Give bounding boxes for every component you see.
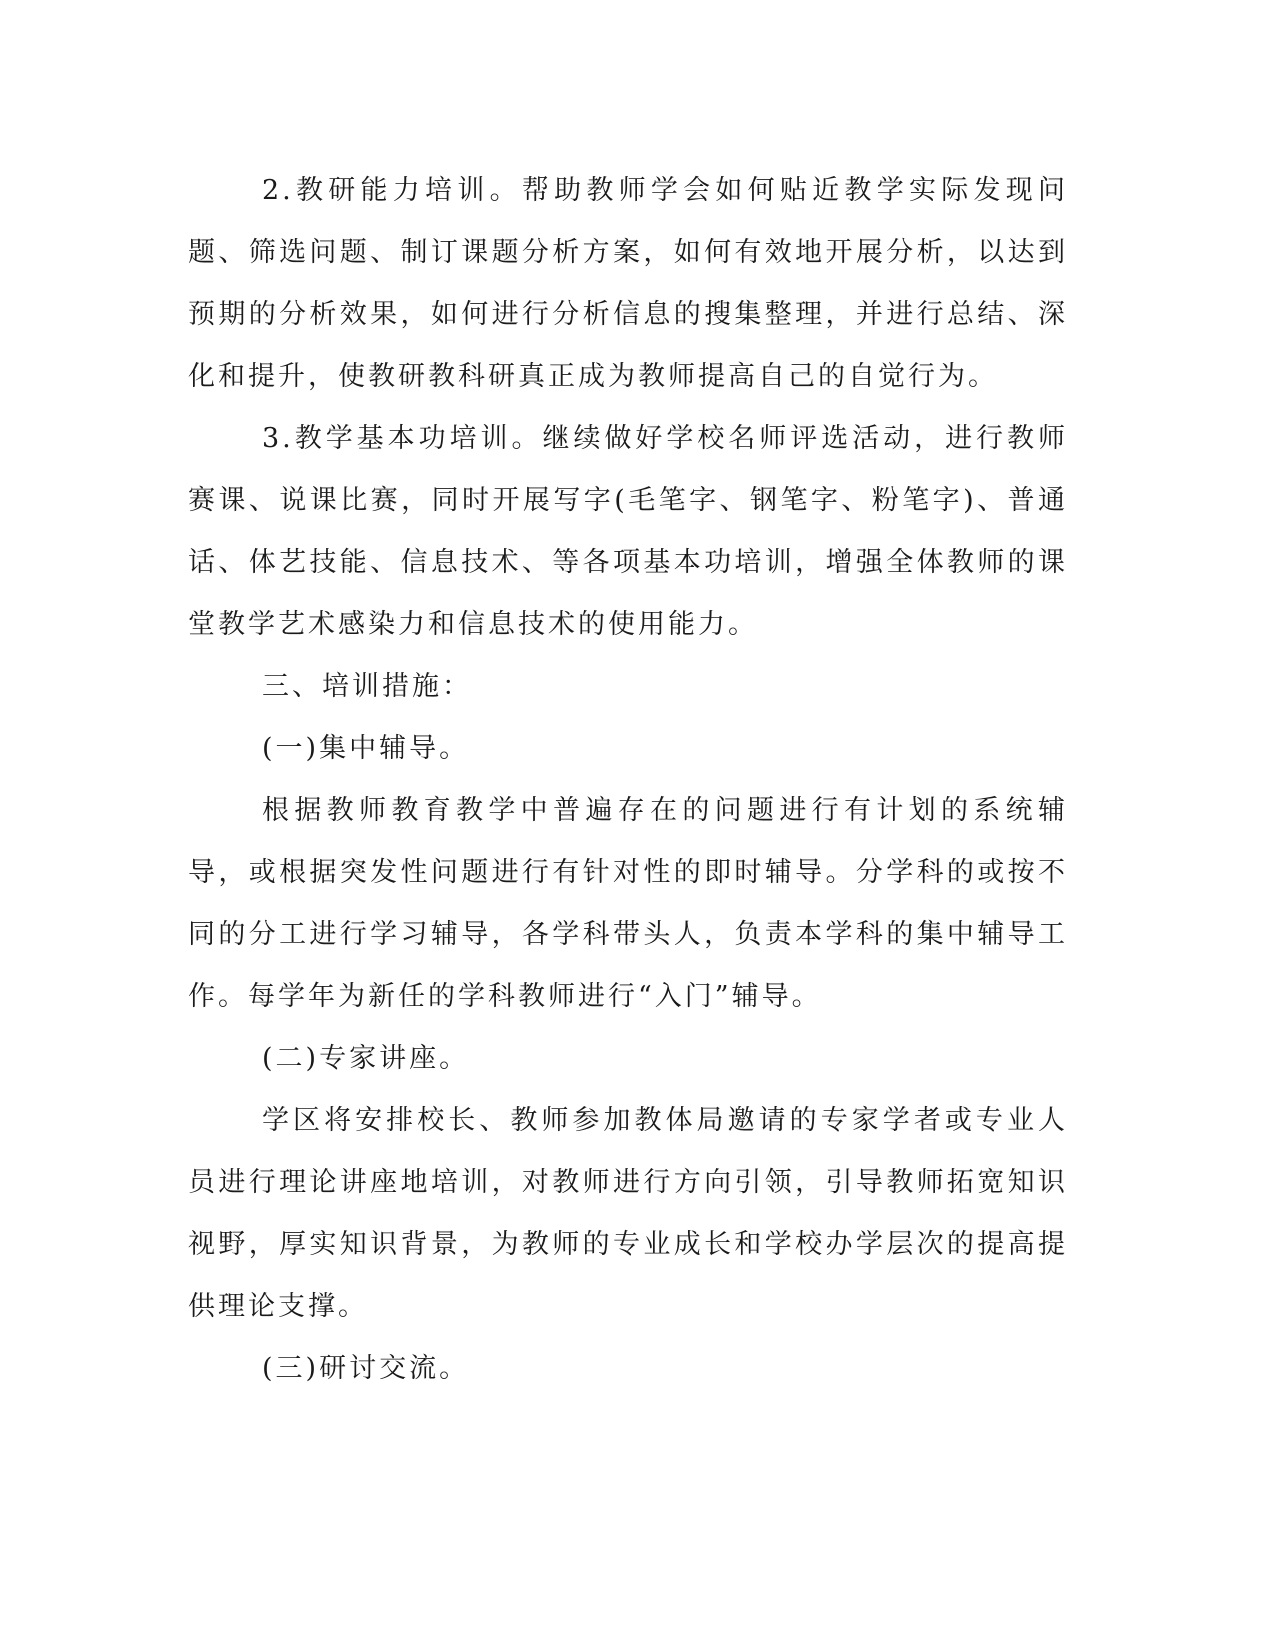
- subheading-centralized-guidance: (一)集中辅导。: [262, 733, 470, 764]
- section-heading-training-measures: 三、培训措施：: [262, 671, 472, 702]
- subheading-expert-lectures: (二)专家讲座。: [262, 1043, 470, 1074]
- paragraph-expert-lectures: 学区将安排校长、教师参加教体局邀请的专家学者或专业人员进行理论讲座地培训，对教师进行方向引领，引导教师拓宽知识视野，厚实知识背景，为教师的专业成长和学校办学层次的提高提供理论支撑。: [188, 1105, 1068, 1322]
- document-body: [188, 160, 1068, 1400]
- paragraph-basic-skills-training: 3.教学基本功培训。继续做好学校名师评选活动，进行教师赛课、说课比赛，同时开展写字(毛笔字、钢笔字、粉笔字)、普通话、体艺技能、信息技术、等各项基本功培训，增强全体教师的课堂教学艺术感染力和信息技术的使用能力。: [188, 423, 1068, 640]
- subheading-seminar-exchange: (三)研讨交流。: [262, 1353, 470, 1384]
- paragraph-research-training: 2.教研能力培训。帮助教师学会如何贴近教学实际发现问题、筛选问题、制订课题分析方案，如何有效地开展分析，以达到预期的分析效果，如何进行分析信息的搜集整理，并进行总结、深化和提升，使教研教科研真正成为教师提高自己的自觉行为。: [188, 175, 1068, 392]
- paragraph-centralized-guidance: 根据教师教育教学中普遍存在的问题进行有计划的系统辅导，或根据突发性问题进行有针对性的即时辅导。分学科的或按不同的分工进行学习辅导，各学科带头人，负责本学科的集中辅导工作。每学年为新任的学科教师进行“入门”辅导。: [188, 795, 1068, 1012]
